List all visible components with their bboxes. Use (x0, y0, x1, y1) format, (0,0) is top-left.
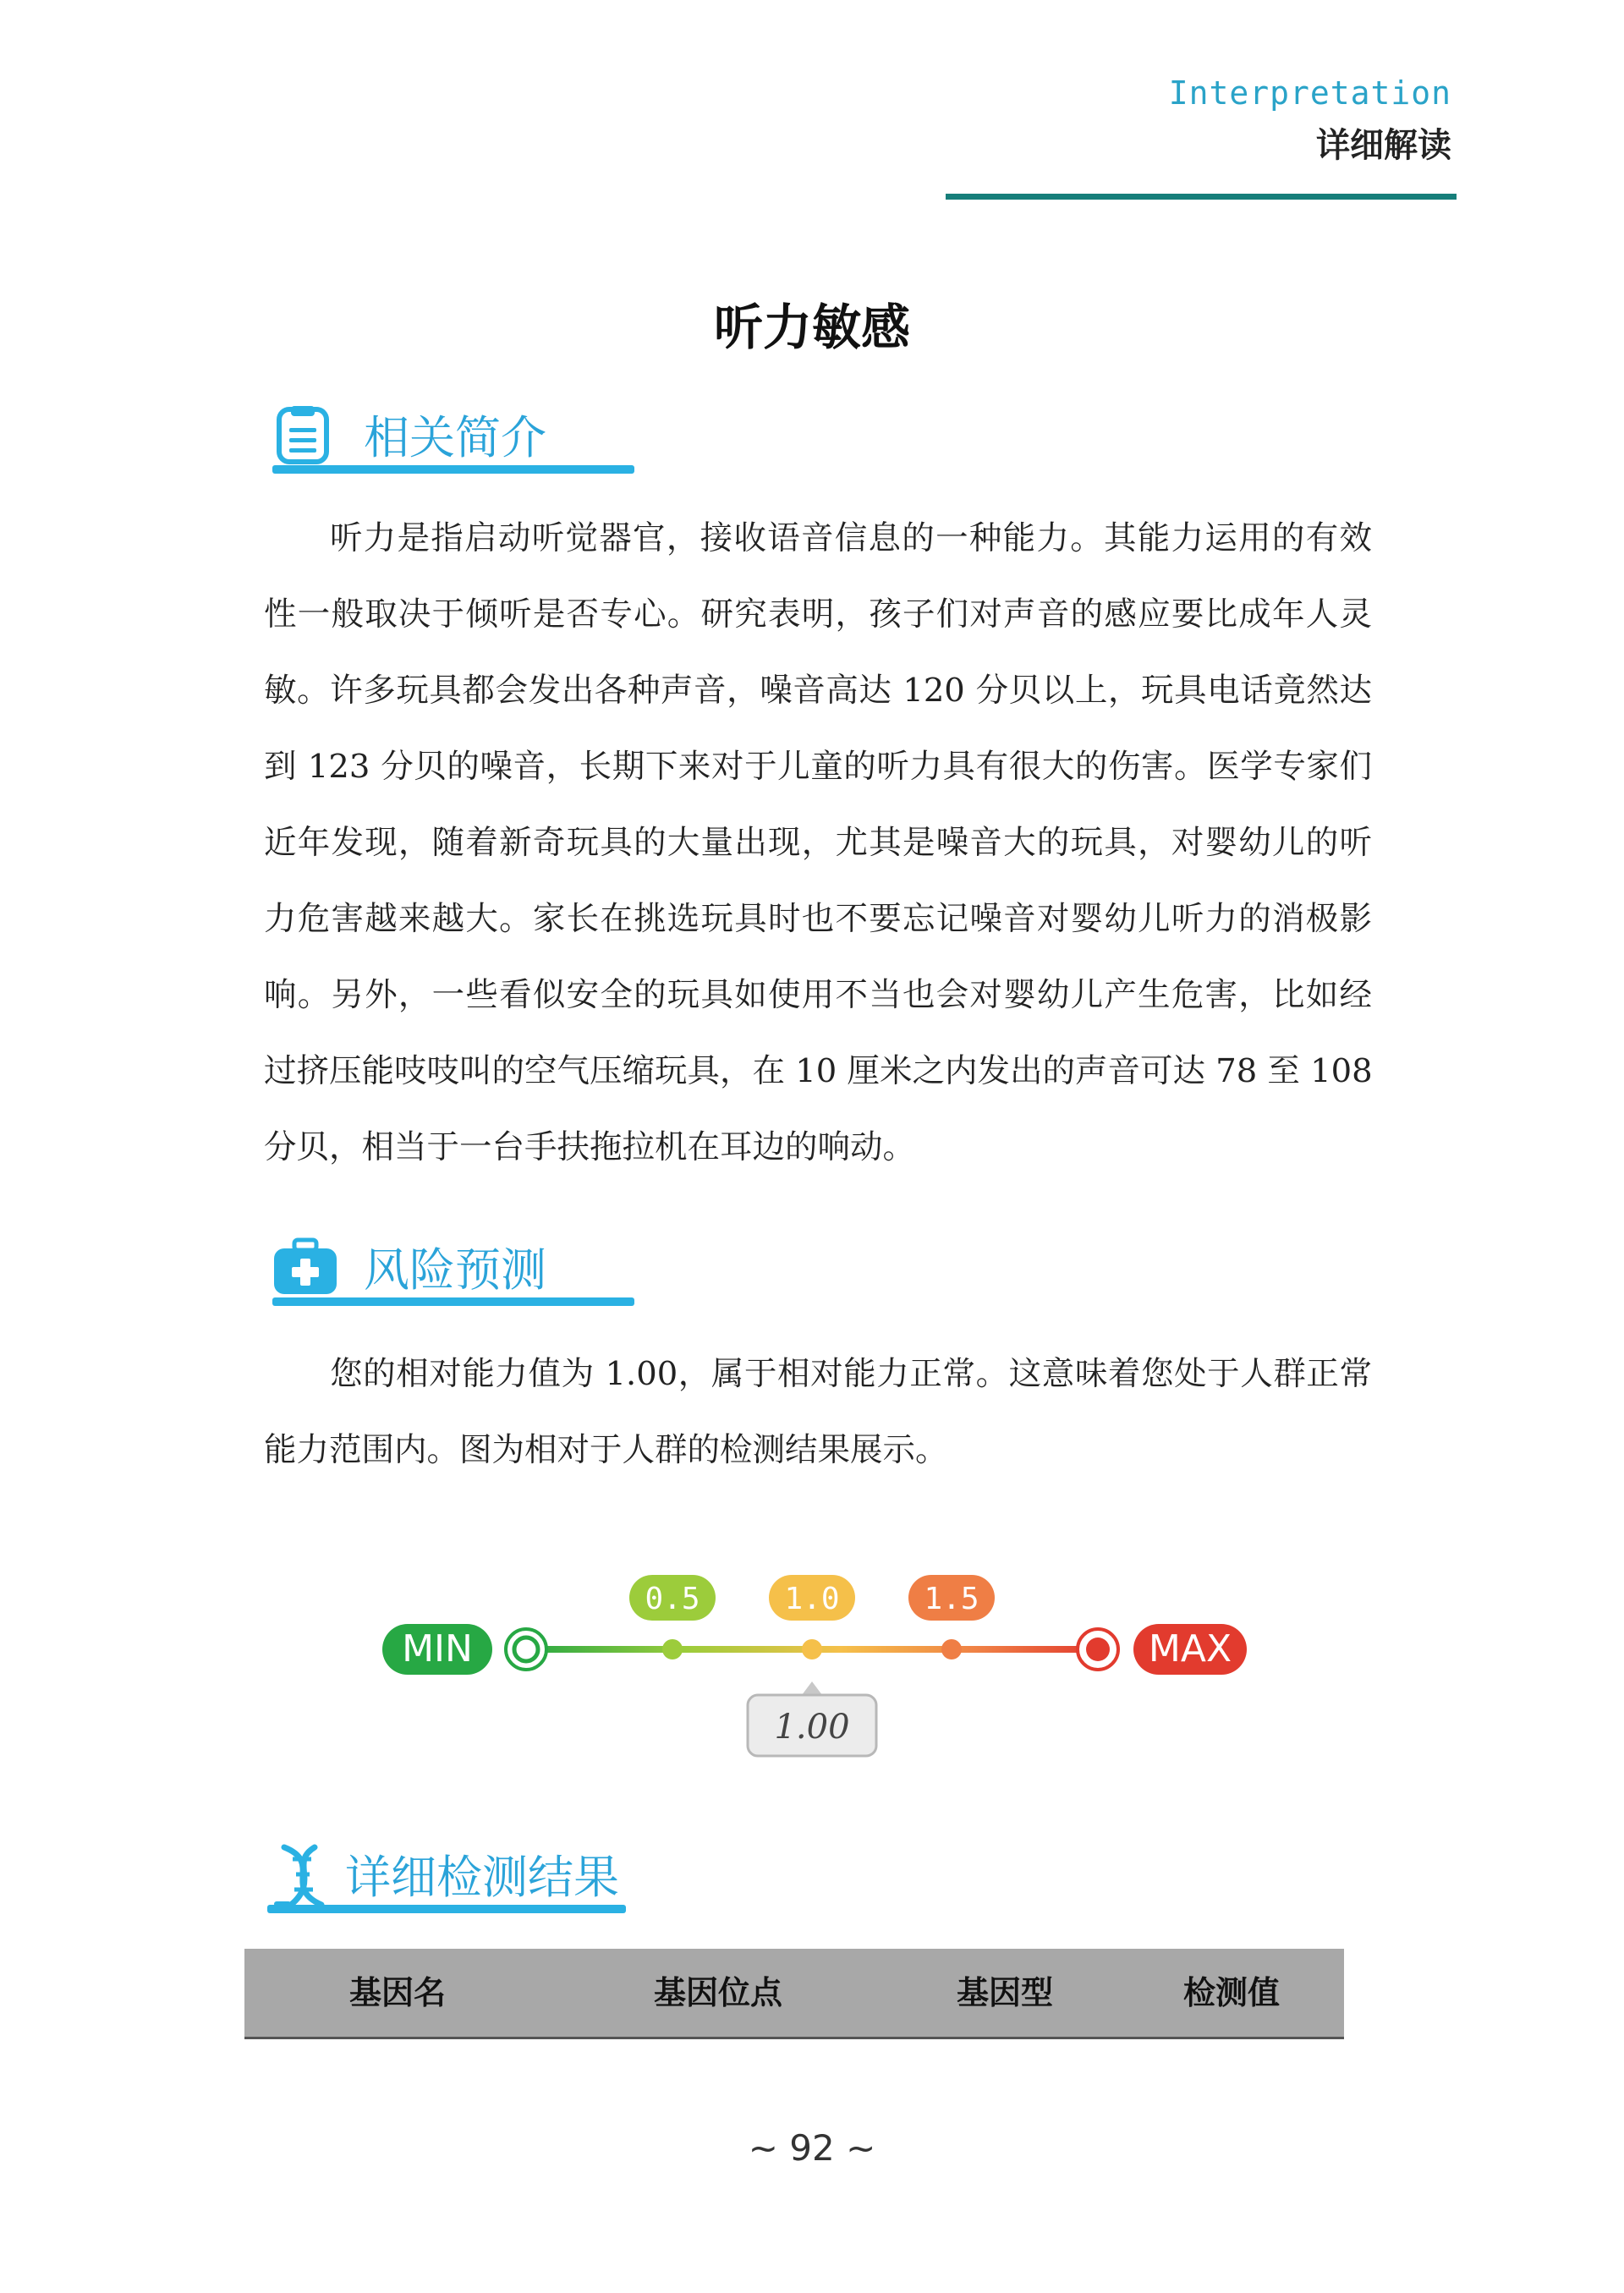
paragraph-line: 过挤压能吱吱叫的空气压缩玩具，在 10 厘米之内发出的声音可达 78 至 108 (264, 1052, 1373, 1090)
value-label: 1.00 (774, 1708, 850, 1747)
paragraph-line: 分贝，相当于一台手扶拖拉机在耳边的响动。 (264, 1128, 916, 1166)
section-heading-risk (269, 1237, 641, 1304)
table-header-gene-locus: 基因位点 (654, 1974, 783, 2011)
paragraph-line: 近年发现，随着新奇玩具的大量出现，尤其是噪音大的玩具，对婴幼儿的听 (264, 824, 1372, 862)
section-title-risk: 风险预测 (364, 1243, 546, 1297)
min-label: MIN (402, 1627, 473, 1670)
intro-paragraph (264, 501, 1372, 1186)
page-number: ~ 92 ~ (748, 2127, 876, 2169)
ability-gauge (0, 1556, 1624, 1793)
header-label-en: Interpretation (1168, 74, 1451, 112)
tick-dot (662, 1639, 683, 1659)
table-header-genotype: 基因型 (957, 1974, 1054, 2011)
max-label: MAX (1148, 1627, 1232, 1670)
risk-paragraph (264, 1336, 1372, 1489)
section-title-intro: 相关简介 (364, 411, 546, 464)
header-divider (946, 194, 1457, 200)
paragraph-line: 听力是指启动听觉器官，接收语音信息的一种能力。其能力运用的有效 (330, 519, 1372, 557)
paragraph-line: 性一般取决于倾听是否专心。研究表明，孩子们对声音的感应要比成年人灵 (264, 595, 1372, 634)
section-underline (272, 465, 634, 474)
paragraph-line: 敏。许多玩具都会发出各种声音，噪音高达 120 分贝以上，玩具电话竟然达 (264, 672, 1372, 710)
section-heading-intro (269, 404, 641, 472)
section-underline (272, 1297, 634, 1306)
results-table-header (244, 1949, 1344, 2039)
section-heading-details (269, 1844, 641, 1912)
medical-kit-icon (272, 1237, 338, 1301)
header-label-cn: 详细解读 (1316, 126, 1451, 165)
document-icon (272, 404, 333, 469)
section-underline (267, 1905, 626, 1913)
page-title: 听力敏感 (713, 299, 910, 356)
paragraph-line: 到 123 分贝的噪音，长期下来对于儿童的听力具有很大的伤害。医学专家们 (264, 748, 1372, 786)
tick-dot (802, 1639, 822, 1659)
value-indicator (748, 1681, 876, 1756)
table-header-value: 检测值 (1183, 1974, 1281, 2011)
value-pointer (802, 1681, 822, 1695)
paragraph-line: 响。另外，一些看似安全的玩具如使用不当也会对婴幼儿产生危害，比如经 (264, 976, 1372, 1014)
tick-dot (941, 1639, 962, 1659)
section-title-details: 详细检测结果 (345, 1851, 619, 1904)
tick-label: 1.0 (784, 1582, 840, 1616)
paragraph-line: 您的相对能力值为 1.00，属于相对能力正常。这意味着您处于人群正常 (330, 1355, 1372, 1393)
table-header-gene-name: 基因名 (349, 1974, 447, 2011)
gauge-min (382, 1624, 546, 1675)
paragraph-line: 力危害越来越大。家长在挑选玩具时也不要忘记噪音对婴幼儿听力的消极影 (264, 900, 1372, 938)
gauge-max (1078, 1624, 1247, 1675)
paragraph-line: 能力范围内。图为相对于人群的检测结果展示。 (264, 1431, 948, 1469)
dna-icon (272, 1844, 333, 1912)
tick-label: 1.5 (924, 1582, 979, 1616)
tick-label: 0.5 (645, 1582, 700, 1616)
